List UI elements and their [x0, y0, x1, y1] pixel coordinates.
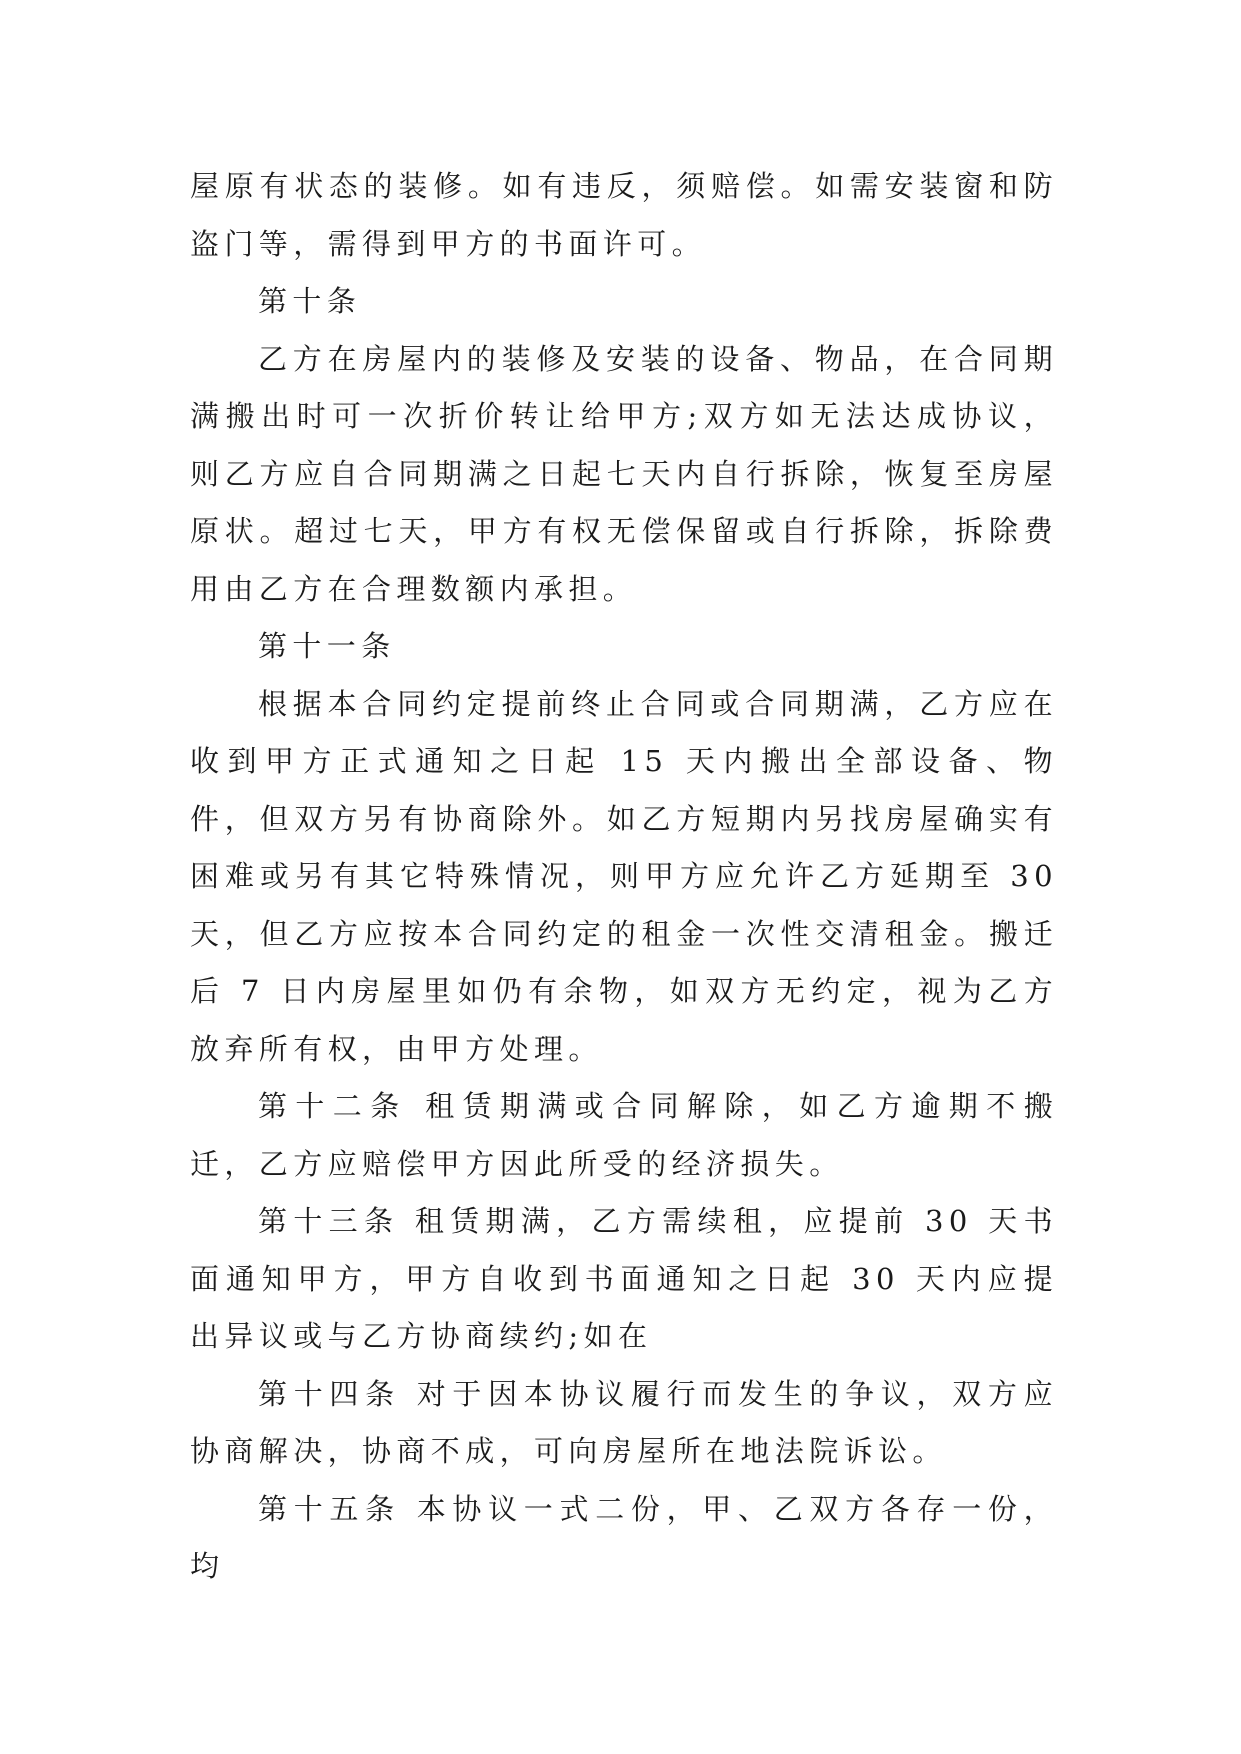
- article-12-paragraph: 第十二条 租赁期满或合同解除，如乙方逾期不搬迁，乙方应赔偿甲方因此所受的经济损失。: [190, 1089, 1058, 1181]
- article-10-body: 乙方在房屋内的装修及安装的设备、物品，在合同期满搬出时可一次折价转让给甲方;双方如无法达成协议，则乙方应自合同期满之日起七天内自行拆除，恢复至房屋原状。超过七天，甲方有权无偿保留或自行拆除，拆除费用由乙方在合理数额内承担。: [190, 341, 1058, 606]
- article-11-heading: 第十一条: [258, 629, 396, 663]
- document-body: [190, 158, 1058, 1596]
- paragraph-continuation: 屋原有状态的装修。如有违反，须赔偿。如需安装窗和防盗门等，需得到甲方的书面许可。: [190, 169, 1058, 261]
- article-15-paragraph: 第十五条 本协议一式二份，甲、乙双方各存一份，均: [190, 1491, 1058, 1583]
- article-13-paragraph: 第十三条 租赁期满，乙方需续租，应提前 30 天书面通知甲方，甲方自收到书面通知之日起 30 天内应提出异议或与乙方协商续约;如在: [190, 1204, 1058, 1353]
- article-14-paragraph: 第十四条 对于因本协议履行而发生的争议，双方应协商解决，协商不成，可向房屋所在地法院诉讼。: [190, 1376, 1058, 1468]
- article-10-heading: 第十条: [258, 284, 362, 318]
- article-11-body: 根据本合同约定提前终止合同或合同期满，乙方应在收到甲方正式通知之日起 15 天内搬出全部设备、物件，但双方另有协商除外。如乙方短期内另找房屋确实有困难或另有其它特殊情况，则甲方应允许乙方延期至 30 天，但乙方应按本合同约定的租金一次性交清租金。搬迁后 7 日内房屋里如仍有余物，如双方无约定，视为乙方放弃所有权，由甲方处理。: [190, 686, 1058, 1066]
